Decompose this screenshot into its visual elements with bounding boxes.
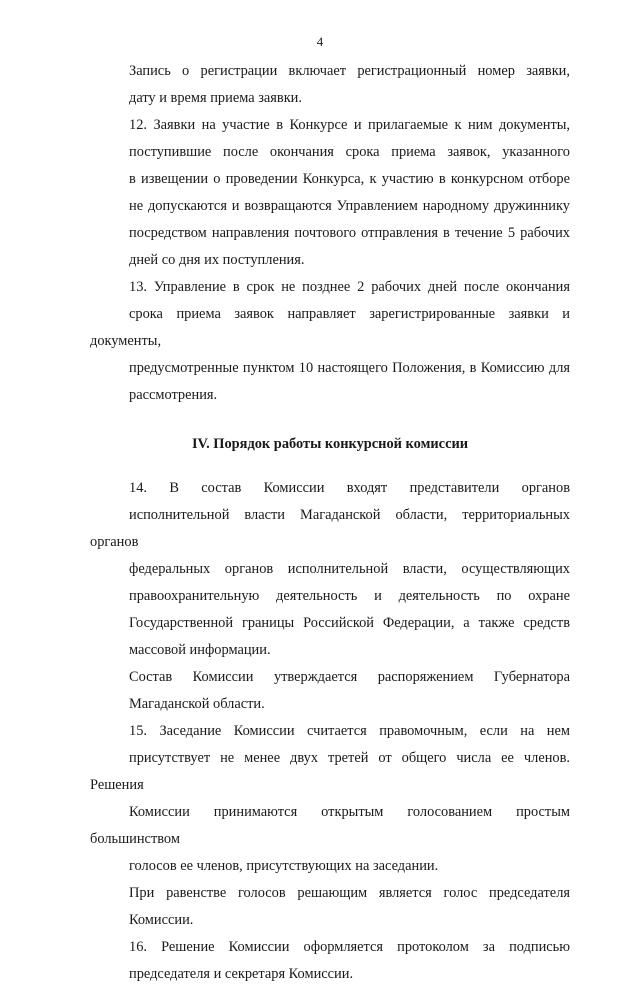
text-line: Состав Комиссии утверждается распоряжением Губернатора [129,669,570,685]
page-number: 4 [316,34,324,49]
text-line: посредством направления почтового отправления в течение 5 рабочих [129,225,570,241]
text-line: Магаданской области. [129,696,265,712]
paragraph-registration-record [90,58,570,112]
text-line: Государственной границы Российской Федерации, а также средств [129,615,570,631]
paragraph-14 [90,475,570,664]
text-line: федеральных органов исполнительной власти, осуществляющих [129,561,570,577]
text-line: Комиссии принимаются открытым голосованием простым большинством [90,804,570,847]
paragraph-14-composition [90,664,570,718]
text-line: председателя и секретаря Комиссии. [129,966,354,982]
paragraph-15 [90,718,570,880]
text-line: дату и время приема заявки. [129,90,302,106]
text-line: При равенстве голосов решающим является голос председателя [129,885,570,901]
text-line: поступившие после окончания срока приема заявок, указанного [129,144,570,160]
text-line: Комиссии. [129,912,194,928]
paragraph-15-tie-vote [90,880,570,934]
text-line: исполнительной власти Магаданской области, территориальных органов [90,507,570,550]
paragraph-16 [90,934,570,988]
text-line: предусмотренные пунктом 10 настоящего Положения, в Комиссию для [129,360,570,376]
text-line: в извещении о проведении Конкурса, к участию в конкурсном отборе [129,171,570,187]
section-heading: IV. Порядок работы конкурсной комиссии [191,436,469,452]
paragraph-13 [90,274,570,409]
text-line: 15. Заседание Комиссии считается правомочным, если на нем [129,723,570,739]
text-line: 13. Управление в срок не позднее 2 рабочих дней после окончания [129,279,570,295]
document-body [90,58,570,988]
text-line: 12. Заявки на участие в Конкурсе и прилагаемые к ним документы, [129,117,570,133]
text-line: присутствует не менее двух третей от общего числа ее членов. Решения [90,750,570,793]
text-line: Запись о регистрации включает регистрационный номер заявки, [129,63,570,79]
text-line: срока приема заявок направляет зарегистрированные заявки и документы, [90,306,570,349]
paragraph-12 [90,112,570,274]
text-line: голосов ее членов, присутствующих на заседании. [129,858,439,874]
text-line: 14. В состав Комиссии входят представители органов [129,480,570,496]
text-line: дней со дня их поступления. [129,252,305,268]
text-line: рассмотрения. [129,387,218,403]
text-line: массовой информации. [129,642,271,658]
text-line: не допускаются и возвращаются Управлением народному дружиннику [129,198,570,214]
text-line: правоохранительную деятельность и деятельность по охране [129,588,570,604]
text-line: 16. Решение Комиссии оформляется протоколом за подписью [129,939,570,955]
